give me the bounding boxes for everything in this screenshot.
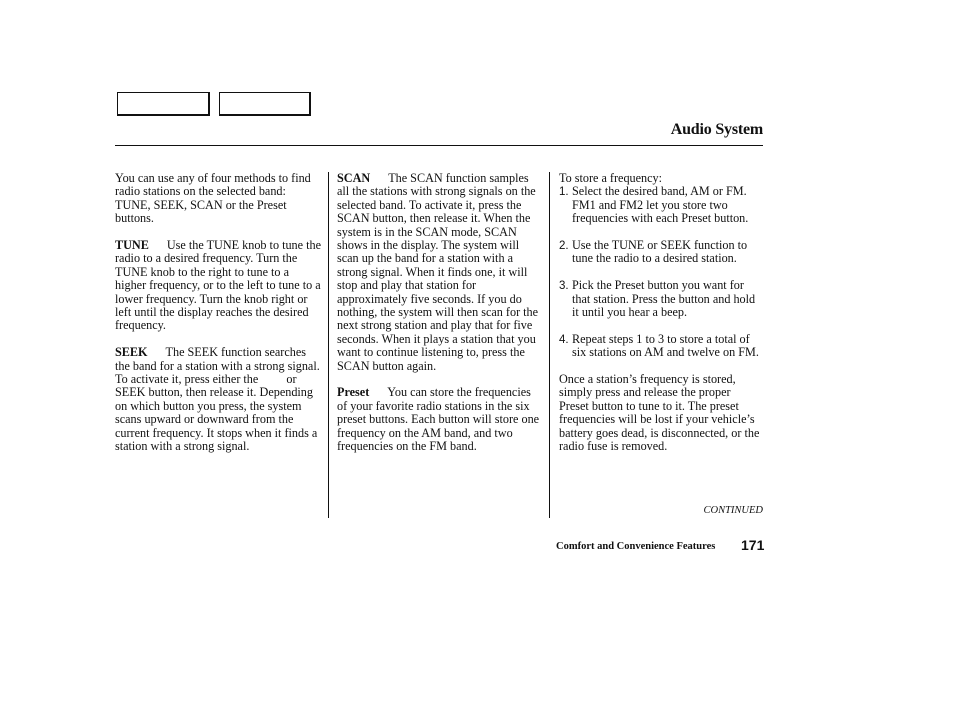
tune-term: TUNE xyxy=(115,238,149,253)
step-number: 4. xyxy=(559,333,569,346)
preset-paragraph xyxy=(337,386,543,453)
step-number: 1. xyxy=(559,186,569,199)
store-steps-list xyxy=(559,185,763,359)
header-divider xyxy=(115,145,763,146)
list-item xyxy=(559,185,763,225)
column-3 xyxy=(559,172,763,467)
closing-paragraph: Once a station’s frequency is stored, simply press and release the proper Preset button to tune to it. The preset frequencies will be lost if your vehicle’s battery goes dead, is disconnected, or the radio fuse is removed. xyxy=(559,372,760,454)
seek-paragraph xyxy=(115,346,323,453)
list-item xyxy=(559,239,763,266)
intro-paragraph: You can use any of four methods to find radio stations on the selected band: TUNE, SEEK, SCAN or the Preset buttons. xyxy=(115,171,311,226)
list-item xyxy=(559,279,763,319)
seek-text-a: The SEEK function searches the band for a station with a strong signal. To activate it, press either the xyxy=(115,345,320,387)
scan-paragraph xyxy=(337,172,543,373)
step-text: Use the TUNE or SEEK function to tune the radio to a desired station. xyxy=(572,238,748,266)
preset-text: You can store the frequencies of your favorite radio stations in the six preset buttons. Each button will store one frequency on the AM band, and two frequencies on the FM band. xyxy=(337,385,540,454)
scan-term: SCAN xyxy=(337,171,371,185)
column-divider-1 xyxy=(328,172,329,518)
list-item xyxy=(559,333,763,360)
step-number: 2. xyxy=(559,240,569,253)
step-text: Repeat steps 1 to 3 to store a total of six stations on AM and twelve on FM. xyxy=(572,331,759,360)
step-text: Select the desired band, AM or FM. FM1 and FM2 let you store two frequencies with each Preset button. xyxy=(572,184,749,226)
tune-text: Use the TUNE knob to tune the radio to a desired frequency. Turn the TUNE knob to the right to tune to a higher frequency, or to the left to tune to a lower frequency. Turn the knob right or left until the display reaches the desired frequency. xyxy=(115,238,321,333)
seek-text-b: SEEK button, then release it. Depending on which button you press, the system scans upward or downward from the current frequency. It stops when it finds a station with a strong signal. xyxy=(115,385,318,454)
column-divider-2 xyxy=(549,172,550,518)
scan-text: The SCAN function samples all the stations with strong signals on the selected band. To activate it, press the SCAN button, then release it. When the system is in the SCAN mode, SCAN shows in the display. The system will scan up the band for a station with a strong signal. When it finds one, it will stop and play that station for approximately five seconds. If you do nothing, the system will then scan for the next strong station and play that for five seconds. When it plays a station that you want to continue listening to, press the SCAN button again. xyxy=(337,171,539,373)
footer-section-label: Comfort and Convenience Features xyxy=(556,541,716,552)
tune-paragraph xyxy=(115,239,323,333)
section-title: Audio System xyxy=(670,121,763,138)
seek-term: SEEK xyxy=(115,345,148,360)
continued-label: CONTINUED xyxy=(703,505,763,516)
store-heading: To store a frequency: xyxy=(559,171,663,185)
index-nav-button[interactable] xyxy=(219,92,311,116)
seek-text-or: or xyxy=(286,372,297,387)
page-number: 171 xyxy=(741,537,765,553)
main-menu-nav-button[interactable] xyxy=(117,92,210,116)
column-2 xyxy=(337,172,543,467)
step-number: 3. xyxy=(559,280,569,293)
step-text: Pick the Preset button you want for that station. Press the button and hold it until you hear a beep. xyxy=(572,278,756,320)
preset-term: Preset xyxy=(337,385,370,400)
column-1 xyxy=(115,172,323,467)
